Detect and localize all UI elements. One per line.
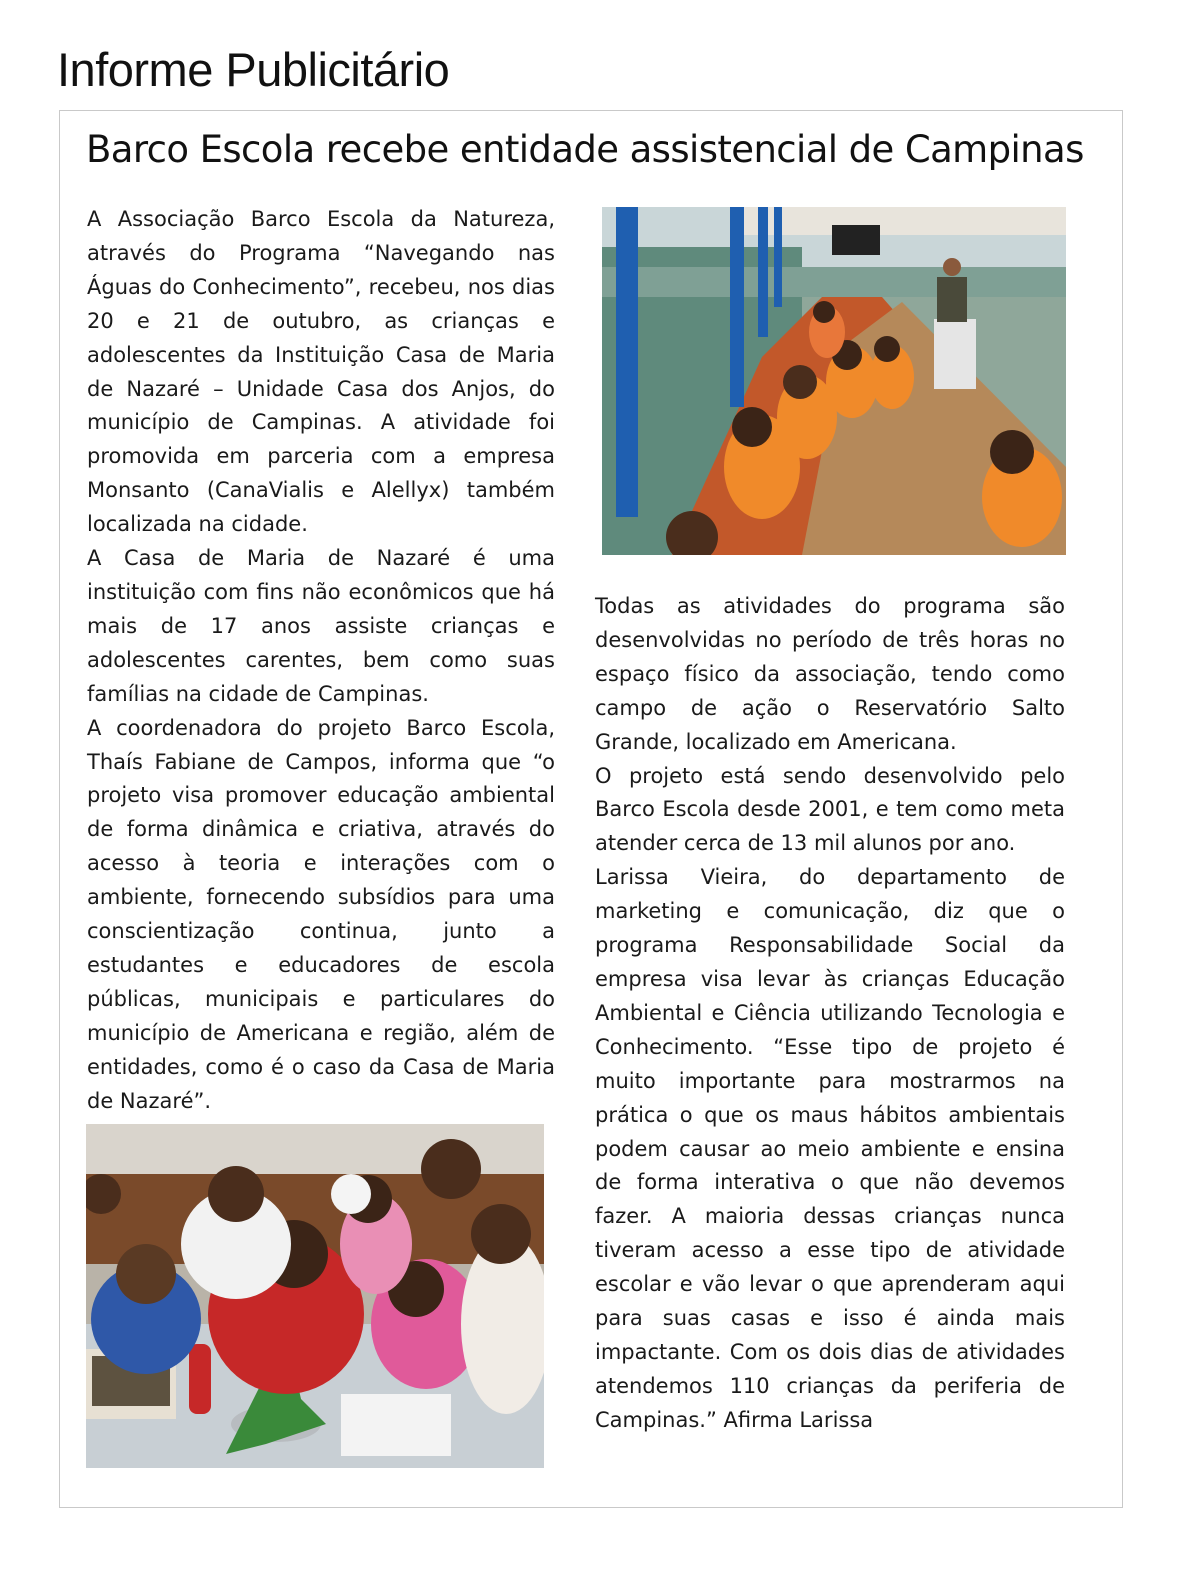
paragraph-larissa-quote: Larissa Vieira, do departamento de marketing e comunicação, diz que o programa Responsabilidade Social da empresa visa levar às crianças Educação Ambiental e Ciência utilizando Tecnologia e Conhecimento. “Esse tipo de projeto é muito importante para mostrarmos na prática o que os maus hábitos ambientais podem causar ao meio ambiente e ensina de forma interativa o que não devemos fazer. A maioria dessas crianças nunca tiveram acesso a esse tipo de atividade escolar e vão levar o que aprenderam aqui para suas casas e isso é ainda mais impactante. Com os dois dias de atividades atendemos 110 crianças da periferia de Campinas.” Afirma Larissa <box>595 865 1065 1432</box>
paragraph-coordinator-quote: A coordenadora do projeto Barco Escola, Thaís Fabiane de Campos, informa que “o projeto visa promover educação ambiental de forma dinâmica e criativa, através do acesso à teoria e interações com o ambiente, fornecendo subsídios para uma conscientização continua, junto a estudantes e educadores de escola públicas, municipais e particulares do município de Americana e região, além de entidades, como é o caso da Casa de Maria de Nazaré”. <box>87 715 555 1113</box>
section-header: Informe Publicitário <box>57 43 450 96</box>
boat-children-photo <box>602 207 1066 555</box>
left-column <box>87 203 555 1118</box>
article-title: Barco Escola recebe entidade assistencial de Campinas <box>86 128 1084 171</box>
paragraph-intro: A Associação Barco Escola da Natureza, através do Programa “Navegando nas Águas do Conhecimento”, recebeu, nos dias 20 e 21 de outubro, as crianças e adolescentes da Instituição Casa de Maria de Nazaré – Unidade Casa dos Anjos, do município de Campinas. A atividade foi promovida em parceria com a empresa Monsanto (CanaVialis e Alellyx) também localizada na cidade. <box>87 207 555 537</box>
paragraph-project-goal: O projeto está sendo desenvolvido pelo Barco Escola desde 2001, e tem como meta atender cerca de 13 mil alunos por ano. <box>595 763 1065 856</box>
right-column <box>595 590 1065 1438</box>
children-table-photo <box>86 1124 544 1468</box>
paragraph-institution: A Casa de Maria de Nazaré é uma instituição com fins não econômicos que há mais de 17 anos assiste crianças e adolescentes carentes, bem como suas famílias na cidade de Campinas. <box>87 546 555 706</box>
paragraph-activities: Todas as atividades do programa são desenvolvidas no período de três horas no espaço físico da associação, tendo como campo de ação o Reservatório Salto Grande, localizado em Americana. <box>595 594 1065 754</box>
